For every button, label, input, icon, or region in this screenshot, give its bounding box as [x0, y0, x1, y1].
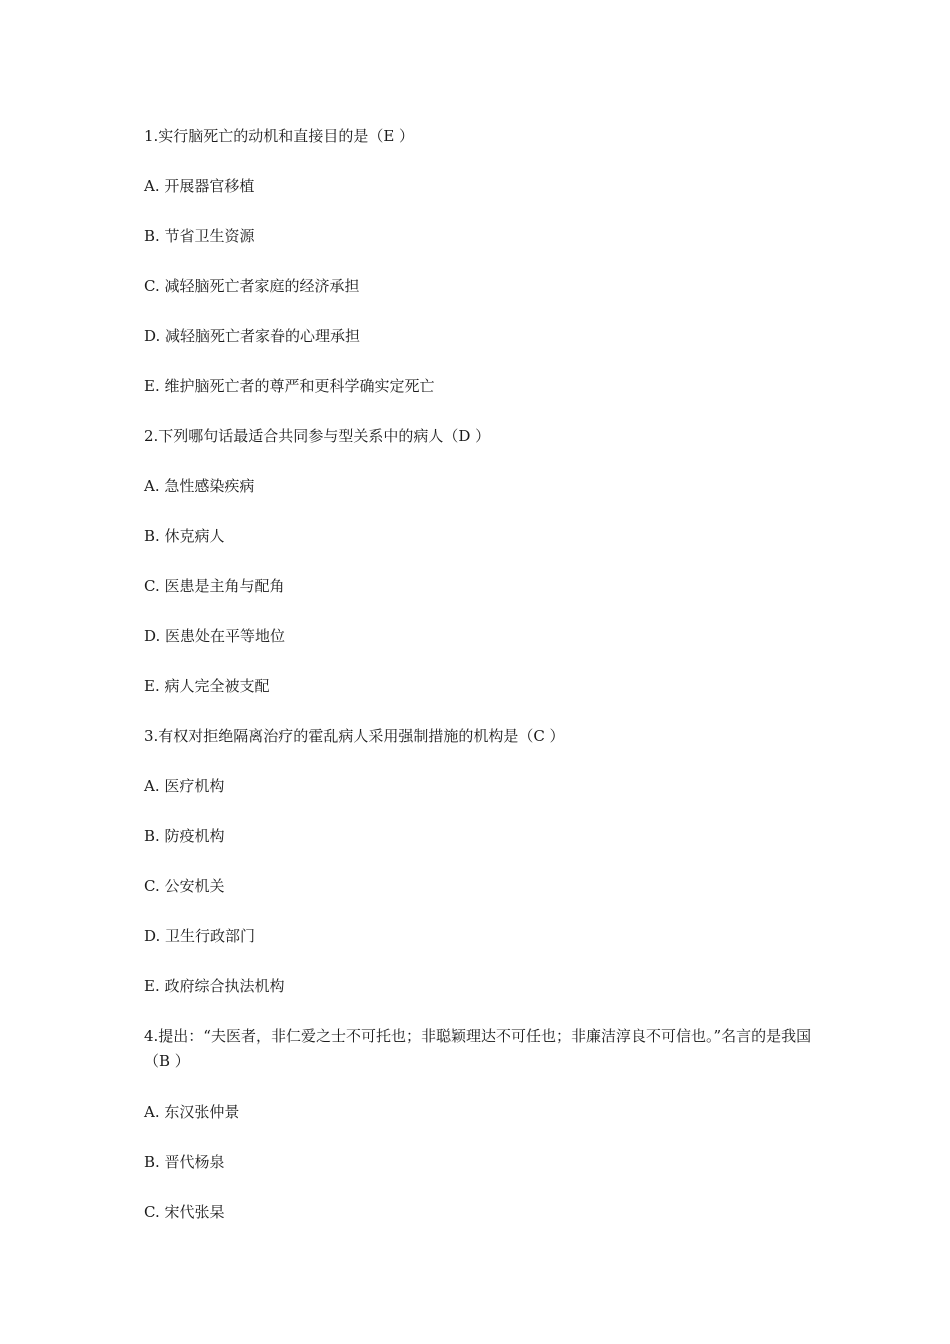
- question-2-option-a: A. 急性感染疾病: [144, 477, 255, 495]
- question-3-option-a: A. 医疗机构: [144, 777, 225, 795]
- question-2-option-d: D. 医患处在平等地位: [144, 627, 286, 645]
- question-2-option-b: B. 休克病人: [144, 527, 225, 545]
- question-2-option-c: C. 医患是主角与配角: [144, 577, 285, 595]
- document-body: [144, 124, 814, 1250]
- question-4-option-b: B. 晋代杨泉: [144, 1153, 225, 1171]
- question-3: 3.有权对拒绝隔离治疗的霍乱病人采用强制措施的机构是（C ）: [144, 727, 565, 745]
- question-1-option-a: A. 开展器官移植: [144, 177, 255, 195]
- question-2: 2.下列哪句话最适合共同参与型关系中的病人（D ）: [144, 427, 491, 445]
- question-3-option-c: C. 公安机关: [144, 877, 225, 895]
- question-3-option-e: E. 政府综合执法机构: [144, 977, 285, 995]
- question-2-option-e: E. 病人完全被支配: [144, 677, 270, 695]
- question-1-option-b: B. 节省卫生资源: [144, 227, 255, 245]
- question-1-option-c: C. 减轻脑死亡者家庭的经济承担: [144, 277, 360, 295]
- question-1-option-d: D. 减轻脑死亡者家眷的心理承担: [144, 327, 361, 345]
- question-4-option-a: A. 东汉张仲景: [144, 1103, 240, 1121]
- question-4: 4.提出：“夫医者，非仁爱之士不可托也；非聪颖理达不可任也；非廉洁淳良不可信也。”名言的是我国（B ）: [144, 1027, 812, 1070]
- question-3-option-b: B. 防疫机构: [144, 827, 225, 845]
- question-1-option-e: E. 维护脑死亡者的尊严和更科学确实定死亡: [144, 377, 435, 395]
- question-1: 1.实行脑死亡的动机和直接目的是（E ）: [144, 127, 415, 145]
- question-4-option-c: C. 宋代张杲: [144, 1203, 225, 1221]
- question-3-option-d: D. 卫生行政部门: [144, 927, 256, 945]
